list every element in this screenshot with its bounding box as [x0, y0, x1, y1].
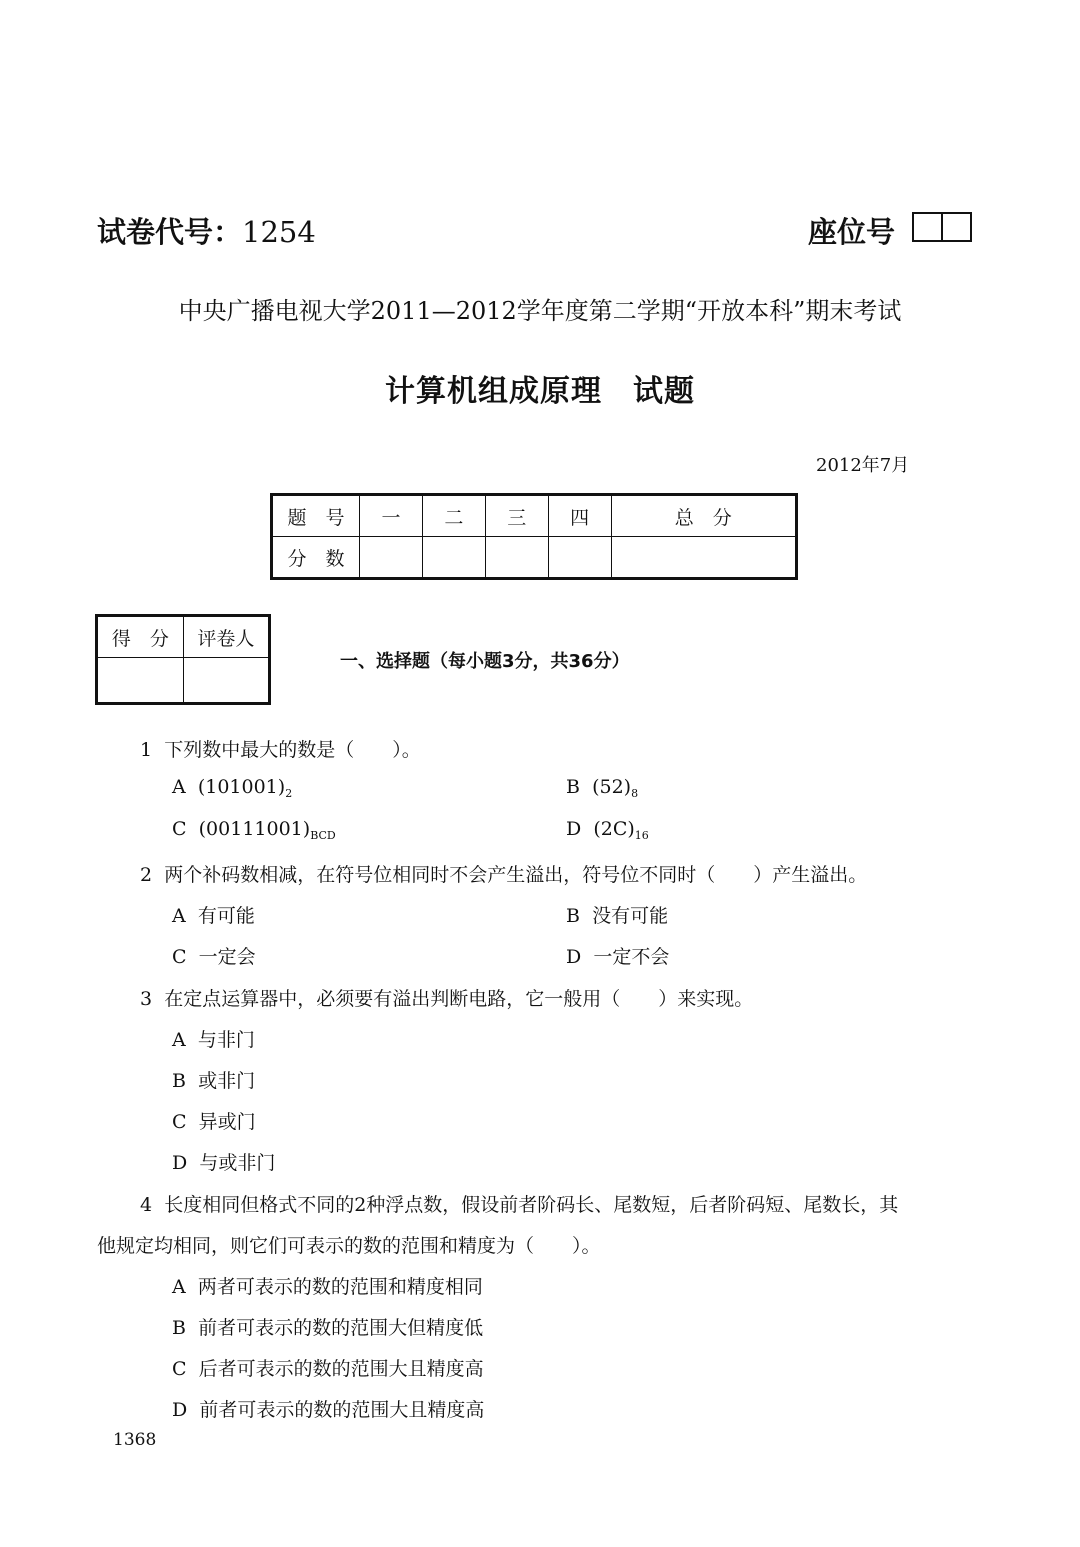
q1-option-a	[172, 776, 292, 800]
option-text: 后者可表示的数的范围大且精度高	[198, 1358, 484, 1380]
q2-option-a	[172, 901, 255, 928]
q4-option-a	[172, 1272, 483, 1299]
q1-option-c	[172, 818, 336, 842]
option-text: 有可能	[197, 905, 255, 927]
option-letter: B	[566, 776, 580, 798]
question-text: 两个补码数相减，在符号位相同时不会产生溢出，符号位不同时（ ）产生溢出。	[164, 864, 868, 886]
question-number: 2	[140, 864, 153, 886]
score-cell-3	[485, 537, 548, 579]
q4-option-d	[172, 1395, 484, 1422]
q4-option-b	[172, 1313, 483, 1340]
score-table-row-header: 题 号	[272, 495, 360, 537]
exam-code-header	[97, 210, 316, 251]
q3-option-b	[172, 1066, 255, 1093]
page-number: 1368	[113, 1430, 157, 1450]
option-letter: A	[172, 905, 186, 927]
option-text: 没有可能	[592, 905, 669, 927]
option-letter: C	[172, 1358, 187, 1380]
option-subscript: BCD	[310, 829, 336, 842]
option-text: 一定不会	[593, 946, 670, 968]
question-4	[140, 1190, 898, 1217]
option-text: 与或非门	[199, 1152, 276, 1174]
option-letter: A	[172, 1276, 186, 1298]
option-letter: A	[172, 1029, 186, 1051]
question-text-line-1: 长度相同但格式不同的2种浮点数，假设前者阶码长、尾数短，后者阶码短、尾数长，其	[164, 1194, 899, 1216]
score-cell-total	[611, 537, 796, 579]
section-title: 一、选择题（每小题3分，共36分）	[340, 651, 630, 672]
option-letter: C	[172, 946, 187, 968]
option-letter: D	[566, 946, 582, 968]
question-4-line-2: 他规定均相同，则它们可表示的数的范围和精度为（ ）。	[97, 1235, 601, 1257]
score-table-col-2: 二	[422, 495, 485, 537]
grader-name-label: 评卷人	[183, 616, 269, 658]
option-text: 与非门	[197, 1029, 255, 1051]
question-number: 1	[140, 739, 153, 761]
option-text: 异或门	[198, 1111, 256, 1133]
q2-option-c	[172, 942, 256, 969]
seat-number-label: 座位号	[808, 215, 896, 249]
option-text: 两者可表示的数的范围和精度相同	[197, 1276, 483, 1298]
exam-title: 计算机组成原理 试题	[385, 374, 695, 409]
score-table-score-header: 分 数	[272, 537, 360, 579]
q3-option-a	[172, 1025, 255, 1052]
option-letter: D	[566, 818, 582, 840]
option-text: (00111001)	[198, 818, 311, 840]
score-table-col-3: 三	[485, 495, 548, 537]
option-letter: B	[172, 1317, 186, 1339]
exam-date: 2012年7月	[816, 455, 910, 476]
score-table-score-row	[272, 537, 797, 579]
grader-name-cell	[183, 658, 269, 704]
score-cell-2	[422, 537, 485, 579]
option-subscript: 8	[631, 787, 639, 800]
score-table-col-total: 总 分	[611, 495, 796, 537]
q1-option-b	[566, 776, 638, 800]
score-table	[270, 493, 798, 580]
option-text: 前者可表示的数的范围大但精度低	[198, 1317, 484, 1339]
grader-score-label: 得 分	[97, 616, 184, 658]
question-3	[140, 984, 753, 1011]
exam-subtitle: 中央广播电视大学2011—2012学年度第二学期“开放本科”期末考试	[178, 297, 902, 325]
q1-option-d	[566, 818, 649, 842]
option-text: (101001)	[197, 776, 286, 798]
option-text: (52)	[592, 776, 632, 798]
question-number: 3	[140, 988, 153, 1010]
option-letter: B	[172, 1070, 186, 1092]
score-cell-1	[360, 537, 423, 579]
score-table-col-1: 一	[360, 495, 423, 537]
q4-option-c	[172, 1354, 484, 1381]
q2-option-d	[566, 942, 669, 969]
option-text: 或非门	[198, 1070, 256, 1092]
option-letter: A	[172, 776, 186, 798]
option-subscript: 2	[285, 787, 293, 800]
exam-code-label: 试卷代号：	[97, 215, 243, 249]
option-letter: D	[172, 1399, 188, 1421]
seat-number-box-2	[941, 212, 972, 242]
option-letter: C	[172, 1111, 187, 1133]
option-text: (2C)	[593, 818, 635, 840]
question-text: 在定点运算器中，必须要有溢出判断电路，它一般用（ ）来实现。	[164, 988, 754, 1010]
question-1	[140, 735, 421, 762]
option-subscript: 16	[634, 829, 649, 842]
exam-code-value: 1254	[242, 215, 316, 249]
seat-number-box-1	[912, 212, 943, 242]
option-letter: C	[172, 818, 187, 840]
question-text: 下列数中最大的数是（ ）。	[164, 739, 421, 761]
question-number: 4	[140, 1194, 153, 1216]
option-text: 前者可表示的数的范围大且精度高	[199, 1399, 485, 1421]
grader-score-cell	[97, 658, 184, 704]
grader-table	[95, 614, 271, 705]
score-table-header-row	[272, 495, 797, 537]
score-table-col-4: 四	[548, 495, 611, 537]
q3-option-d	[172, 1148, 275, 1175]
question-2	[140, 860, 867, 887]
q2-option-b	[566, 901, 668, 928]
q3-option-c	[172, 1107, 256, 1134]
option-text: 一定会	[198, 946, 256, 968]
score-cell-4	[548, 537, 611, 579]
option-letter: D	[172, 1152, 188, 1174]
option-letter: B	[566, 905, 580, 927]
